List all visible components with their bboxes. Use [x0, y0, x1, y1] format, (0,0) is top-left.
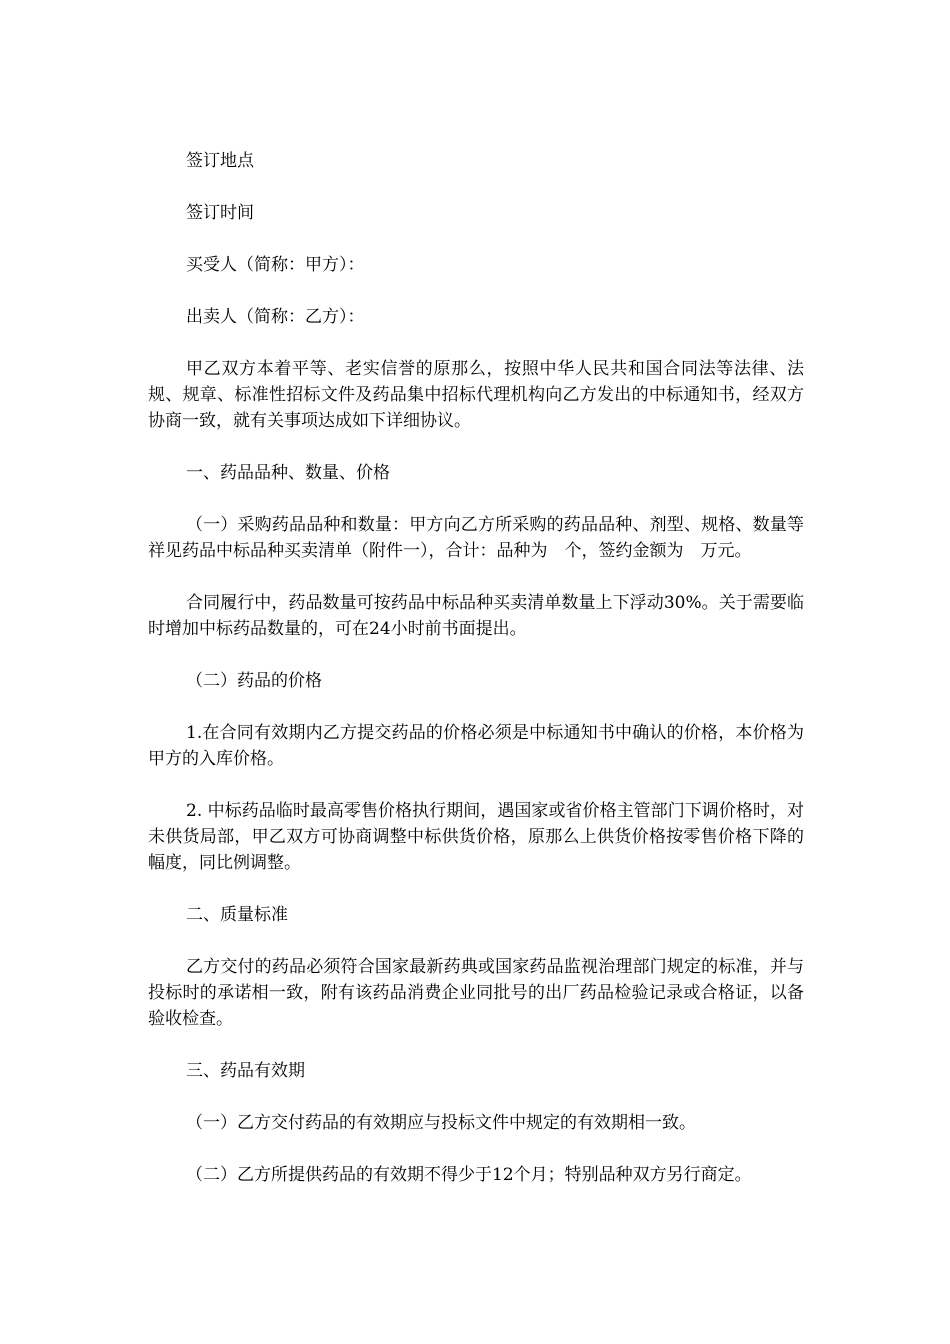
section-1-2-1-paragraph: 1.在合同有效期内乙方提交药品的价格必须是中标通知书中确认的价格，本价格为甲方的入库价格。 [148, 723, 804, 769]
section-1-1-paragraph: （一）采购药品品种和数量：甲方向乙方所采购的药品品种、剂型、规格、数量等祥见药品中标品种买卖清单（附件一），合计：品种为 个，签约金额为 万元。 [148, 515, 804, 561]
section-1-2-2-paragraph: 2. 中标药品临时最高零售价格执行期间，遇国家或省价格主管部门下调价格时，对未供货局部，甲乙双方可协商调整中标供货价格，原那么上供货价格按零售价格下降的幅度，同比例调整。 [148, 801, 804, 873]
section-2-heading: 二、质量标准 [186, 905, 288, 925]
preamble-paragraph: 甲乙双方本着平等、老实信誉的原那么，按照中华人民共和国合同法等法律、法规、规章、标准性招标文件及药品集中招标代理机构向乙方发出的中标通知书，经双方协商一致，就有关事项达成如下详细协议。 [148, 359, 804, 431]
section-1-1-float-paragraph: 合同履行中，药品数量可按药品中标品种买卖清单数量上下浮动30%。关于需要临时增加中标药品数量的，可在24小时前书面提出。 [148, 593, 804, 639]
section-3-2-paragraph: （二）乙方所提供药品的有效期不得少于12个月；特别品种双方另行商定。 [186, 1165, 752, 1185]
sign-place-line: 签订地点 [186, 151, 254, 171]
document-page [148, 148, 804, 1214]
section-1-heading: 一、药品品种、数量、价格 [186, 463, 390, 483]
sign-time-line: 签订时间 [186, 203, 254, 223]
seller-line: 出卖人（简称：乙方）： [186, 307, 365, 327]
buyer-line: 买受人（简称：甲方）： [186, 255, 365, 275]
section-3-heading: 三、药品有效期 [186, 1061, 305, 1081]
section-1-2-heading: （二）药品的价格 [186, 671, 322, 691]
section-2-paragraph: 乙方交付的药品必须符合国家最新药典或国家药品监视治理部门规定的标准，并与投标时的承诺相一致，附有该药品消费企业同批号的出厂药品检验记录或合格证，以备验收检查。 [148, 957, 804, 1029]
section-3-1-paragraph: （一）乙方交付药品的有效期应与投标文件中规定的有效期相一致。 [186, 1113, 696, 1133]
